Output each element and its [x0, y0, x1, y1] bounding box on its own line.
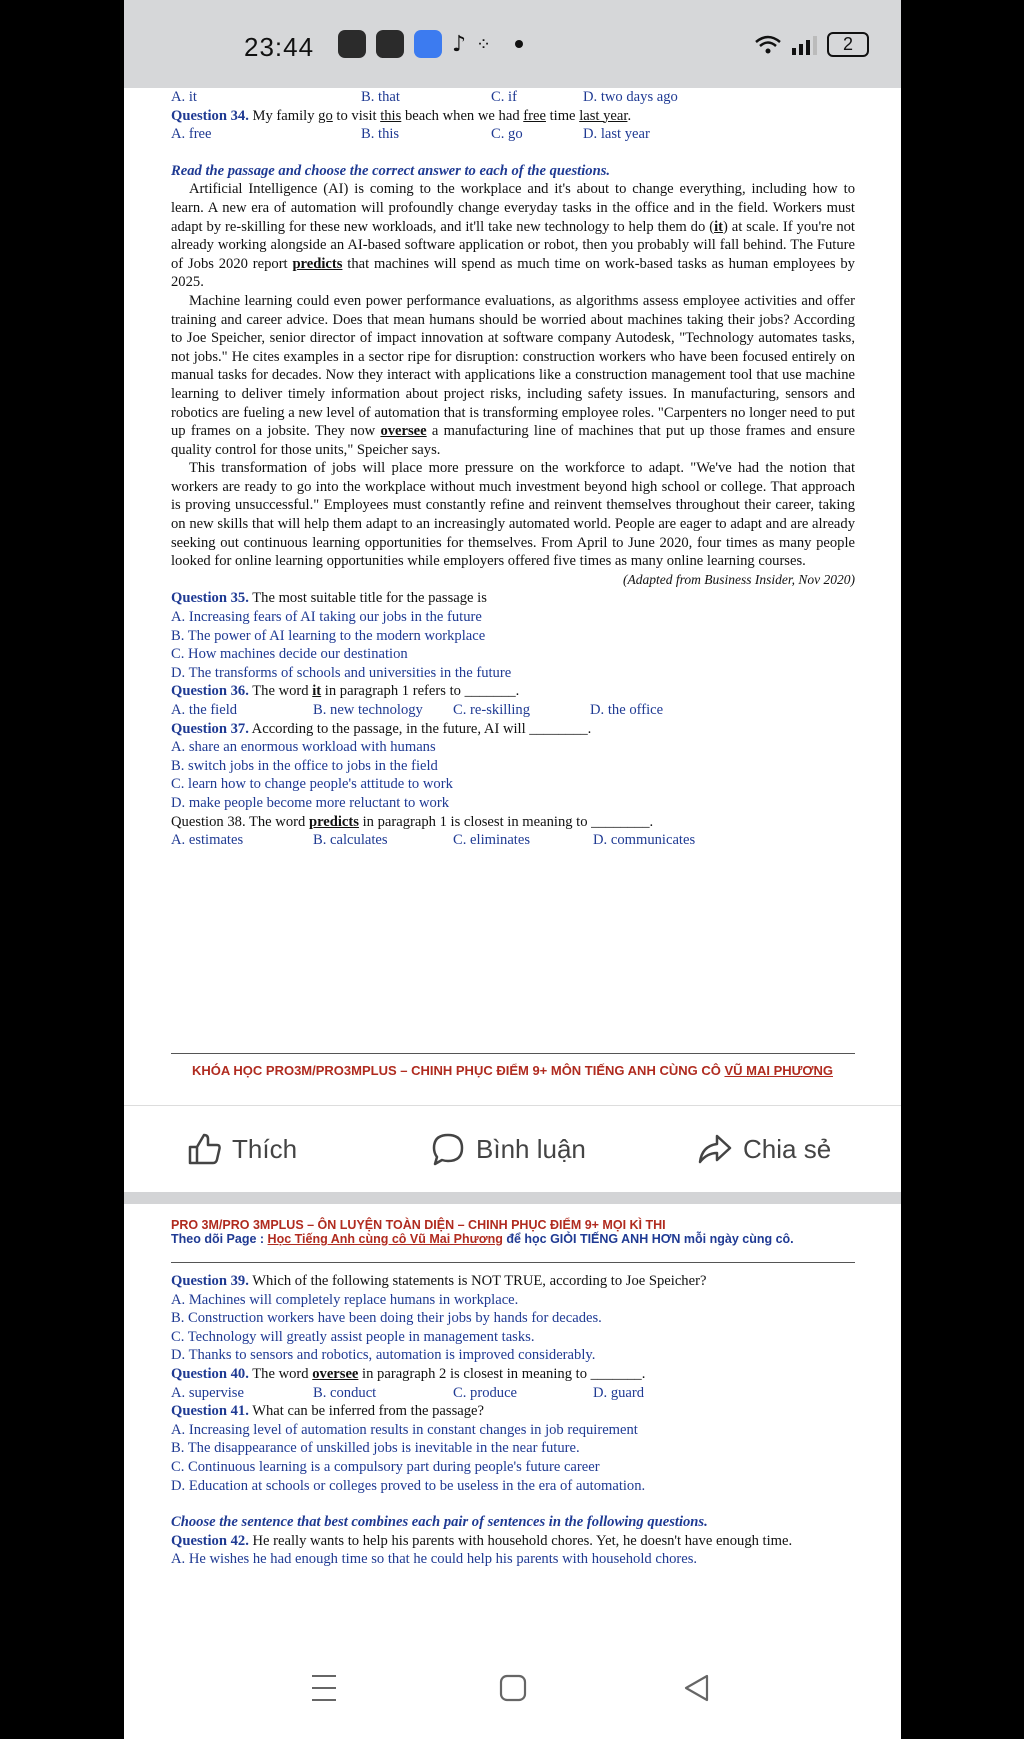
q35-option-d: D. The transforms of schools and universities in the future — [171, 664, 512, 681]
exam-document-top — [171, 88, 855, 850]
page2-page-link[interactable]: Học Tiếng Anh cùng cô Vũ Mai Phương — [267, 1232, 503, 1246]
q40-underlined-word: oversee — [312, 1365, 359, 1382]
q38-option-d: D. communicates — [593, 832, 696, 849]
grid-notification-icon: ⁘ — [476, 33, 492, 55]
battery-indicator: 2 — [827, 32, 869, 57]
page2-header — [171, 1218, 855, 1246]
q34-option-c: C. go — [491, 126, 523, 143]
post-actions-bar — [124, 1105, 901, 1186]
reading-instruction: Read the passage and choose the correct answer to each of the questions. — [171, 162, 611, 179]
q39-option-d: D. Thanks to sensors and robotics, automation is improved considerably. — [171, 1347, 596, 1364]
like-label: Thích — [232, 1133, 298, 1164]
like-button[interactable] — [186, 1131, 297, 1167]
q41-option-b: B. The disappearance of unskilled jobs is inevitable in the near future. — [171, 1440, 580, 1457]
q34-text-2: to visit — [332, 107, 381, 124]
q41-label: Question 41. — [171, 1403, 249, 1420]
q38-text-pre: Question 38. The word — [171, 813, 309, 830]
navigation-bar — [124, 1639, 901, 1739]
thumbs-up-icon — [186, 1131, 222, 1167]
paragraph-2 — [171, 292, 855, 459]
q34-end: . — [627, 107, 632, 124]
q39-text: Which of the following statements is NOT TRUE, according to Joe Speicher? — [248, 1273, 707, 1289]
q33-option-c: C. if — [491, 89, 517, 105]
status-right — [755, 32, 869, 57]
q36-option-d: D. the office — [590, 702, 664, 718]
tiktok-icon: ♪ — [452, 31, 467, 57]
q34-option-a: A. free — [171, 126, 212, 143]
signal-icon — [791, 35, 817, 55]
status-time: 23:44 — [244, 32, 315, 62]
q40-text-pre: The word — [248, 1365, 313, 1382]
q40-stem — [171, 1365, 855, 1384]
p2-text-a: Machine learning could even power performance evaluations, as algorithms assess employee activities and offer training and career advice. Does that mean humans should be worried about machines taking their jobs? According to Joe Speicher, senior director of impact innovation at software company Autodesk, "Technology automates tasks, not jobs." He cites examples in a sector ripe for disruption: construction workers who have been focused entirely on manual tasks for decades. Now they interact with applications like a construction management tool that use machine learning to deliver timely information about project risks, including safety issues. In manufacturing, sensors and robotics are fueling a new level of automation that is transforming employee roles. "Carpenters no longer need to put up frames on a jobsite. They now — [171, 292, 855, 440]
q42-stem — [171, 1532, 855, 1551]
page2-header-rest: để học GIỎI TIẾNG ANH HƠN mỗi ngày cùng cô. — [502, 1232, 794, 1246]
q41-option-a: A. Increasing level of automation results in constant changes in job requirement — [171, 1421, 638, 1438]
q36-option-a: A. the field — [171, 702, 238, 718]
footer-text: KHÓA HỌC PRO3M/PRO3MPLUS – CHINH PHỤC ĐIỂM 9+ MÔN TIẾNG ANH CÙNG CÔ — [192, 1063, 725, 1078]
p1-underlined-predicts: predicts — [292, 255, 343, 272]
q34-options — [171, 125, 855, 144]
post-image-page2 — [124, 1204, 901, 1649]
q36-option-b: B. new technology — [313, 702, 423, 718]
q34-stem — [171, 107, 855, 126]
passage-source: (Adapted from Business Insider, Nov 2020) — [623, 571, 855, 587]
q38-stem — [171, 813, 855, 832]
q42-text: He really wants to help his parents with household chores. Yet, he doesn't have enough time. — [248, 1532, 793, 1549]
q34-label: Question 34. — [171, 107, 249, 124]
q34-text-1: My family — [248, 107, 319, 124]
footer-teacher: VŨ MAI PHƯƠNG — [724, 1063, 833, 1078]
q34-underlined-last-year: last year — [579, 107, 628, 124]
notification-icons — [338, 30, 523, 58]
share-icon — [697, 1131, 733, 1167]
home-square-icon — [498, 1673, 528, 1703]
post-separator — [124, 1192, 901, 1204]
gallery-notification-icon — [376, 30, 404, 58]
back-triangle-icon — [682, 1673, 712, 1703]
q40-options — [171, 1384, 855, 1403]
combine-instruction: Choose the sentence that best combines each pair of sentences in the following questions. — [171, 1514, 708, 1531]
q34-underlined-go: go — [318, 107, 333, 124]
q33-option-a: A. it — [171, 89, 197, 105]
q35-option-b: B. The power of AI learning to the modern workplace — [171, 627, 486, 644]
q38-option-a: A. estimates — [171, 832, 244, 849]
home-button[interactable] — [498, 1673, 528, 1708]
recent-apps-button[interactable] — [310, 1673, 338, 1708]
q39-option-c: C. Technology will greatly assist people in management tasks. — [171, 1328, 535, 1345]
q36-label: Question 36. — [171, 683, 249, 700]
q39-option-b: B. Construction workers have been doing their jobs by hands for decades. — [171, 1310, 602, 1327]
q35-option-c: C. How machines decide our destination — [171, 646, 408, 663]
q37-option-b: B. switch jobs in the office to jobs in the field — [171, 757, 438, 774]
q34-option-b: B. this — [361, 126, 400, 143]
q41-text: What can be inferred from the passage? — [248, 1403, 484, 1420]
q38-options — [171, 831, 855, 850]
q33-option-d: D. two days ago — [583, 89, 678, 105]
q37-option-c: C. learn how to change people's attitude to work — [171, 776, 453, 793]
app-notification-icon — [338, 30, 366, 58]
p2-underlined-oversee: oversee — [380, 423, 427, 440]
page2-header-divider — [171, 1262, 855, 1263]
wifi-icon — [755, 35, 781, 55]
q36-option-c: C. re-skilling — [453, 702, 531, 718]
q38-text-post: in paragraph 1 is closest in meaning to ________. — [358, 813, 654, 830]
comment-button[interactable] — [430, 1131, 586, 1167]
q40-option-c: C. produce — [453, 1384, 518, 1401]
q40-text-post: in paragraph 2 is closest in meaning to _______. — [358, 1365, 646, 1382]
p1-underlined-it: it — [714, 218, 723, 235]
phone-screen — [124, 0, 901, 1739]
q34-text-3: beach when we had — [401, 107, 524, 124]
share-button[interactable] — [697, 1131, 831, 1167]
q38-underlined-word: predicts — [308, 813, 359, 830]
q34-underlined-this: this — [380, 107, 402, 124]
q37-option-a: A. share an enormous workload with humans — [171, 739, 436, 756]
q33-options — [171, 88, 855, 107]
q35-option-a: A. Increasing fears of AI taking our jobs in the future — [171, 609, 482, 626]
p1-text-c: that machines will spend as much time on work-based tasks as human employees by 2025. — [171, 255, 855, 291]
q37-option-d: D. make people become more reluctant to work — [171, 794, 449, 811]
paragraph-1 — [171, 180, 855, 292]
q36-underlined-word: it — [312, 683, 322, 700]
comment-label: Bình luận — [476, 1133, 586, 1164]
q39-option-a: A. Machines will completely replace humans in workplace. — [171, 1291, 519, 1308]
more-notifications-dot — [515, 40, 523, 48]
share-label: Chia sẻ — [743, 1133, 832, 1164]
paragraph-3: This transformation of jobs will place more pressure on the workforce to adapt. "We've had the notion that workers are ready to go into the workplace without much investment beyond high school or college. That approach is proving unsuccessful." Employees must constantly refine and reinvent themselves throughout their career, taking on new skills that will help them adapt to an increasingly automated world. People are eager to adapt and are already seeking out continuous learning opportunities for themselves. From April to June 2020, four times as many people looked for online learning opportunities while employers offered five times as many online learning courses. — [171, 460, 855, 570]
q34-underlined-free: free — [523, 107, 546, 124]
q40-label: Question 40. — [171, 1365, 249, 1382]
exam-document-page2 — [171, 1272, 855, 1569]
q34-text-4: time — [545, 107, 580, 124]
q39-stem — [171, 1272, 855, 1291]
broadcast-notification-icon — [414, 30, 442, 58]
q40-option-b: B. conduct — [313, 1384, 377, 1401]
q36-stem — [171, 682, 855, 701]
q36-options — [171, 701, 855, 720]
q36-text-pre: The word — [248, 683, 313, 700]
q38-option-b: B. calculates — [313, 832, 388, 849]
post-image-page1 — [124, 88, 901, 1198]
q36-text-post: in paragraph 1 refers to _______. — [321, 683, 520, 700]
p2-text-b: a manufacturing line of machines that put up those frames and ensure quality control for those units," Speicher says. — [171, 423, 855, 458]
q33-option-b: B. that — [361, 89, 400, 105]
p1-text-a: Artificial Intelligence (AI) is coming to the workplace and it's about to change everything, including how to learn. A new era of automation will profoundly change everyday tasks in the office and in the field. Workers must adapt by re-skilling for these new workloads, and it'll take new technology to help them do ( — [171, 181, 855, 235]
q42-option-a: A. He wishes he had enough time so that he could help his parents with household chores. — [171, 1551, 698, 1568]
q37-text: According to the passage, in the future, AI will ________. — [248, 720, 592, 737]
course-footer — [124, 1063, 901, 1078]
page2-follow-label: Theo dõi Page : — [171, 1232, 268, 1246]
q40-option-a: A. supervise — [171, 1384, 244, 1401]
q35-text: The most suitable title for the passage is — [248, 590, 487, 607]
q41-option-c: C. Continuous learning is a compulsory part during people's future career — [171, 1458, 600, 1475]
q37-label: Question 37. — [171, 720, 249, 737]
back-button[interactable] — [682, 1673, 712, 1708]
q35-label: Question 35. — [171, 590, 249, 607]
status-bar — [124, 0, 901, 88]
p1-text-b: ) at scale. If you're not already working alongside an AI-based software application or robot, then you probably will fall behind. The Future of Jobs 2020 report — [171, 218, 855, 272]
comment-icon — [430, 1131, 466, 1167]
q34-option-d: D. last year — [583, 126, 650, 143]
q38-option-c: C. eliminates — [453, 832, 531, 849]
q40-option-d: D. guard — [593, 1384, 645, 1401]
q39-label: Question 39. — [171, 1273, 249, 1289]
footer-divider — [171, 1053, 855, 1054]
q42-label: Question 42. — [171, 1532, 249, 1549]
q37-stem — [171, 720, 855, 739]
q35-stem — [171, 589, 855, 608]
menu-lines-icon — [310, 1673, 338, 1703]
q41-option-d: D. Education at schools or colleges proved to be useless in the era of automation. — [171, 1477, 646, 1494]
q41-stem — [171, 1402, 855, 1421]
page2-header-line1: PRO 3M/PRO 3MPLUS – ÔN LUYỆN TOÀN DIỆN – CHINH PHỤC ĐIỂM 9+ MỌI KÌ THI — [171, 1218, 666, 1232]
